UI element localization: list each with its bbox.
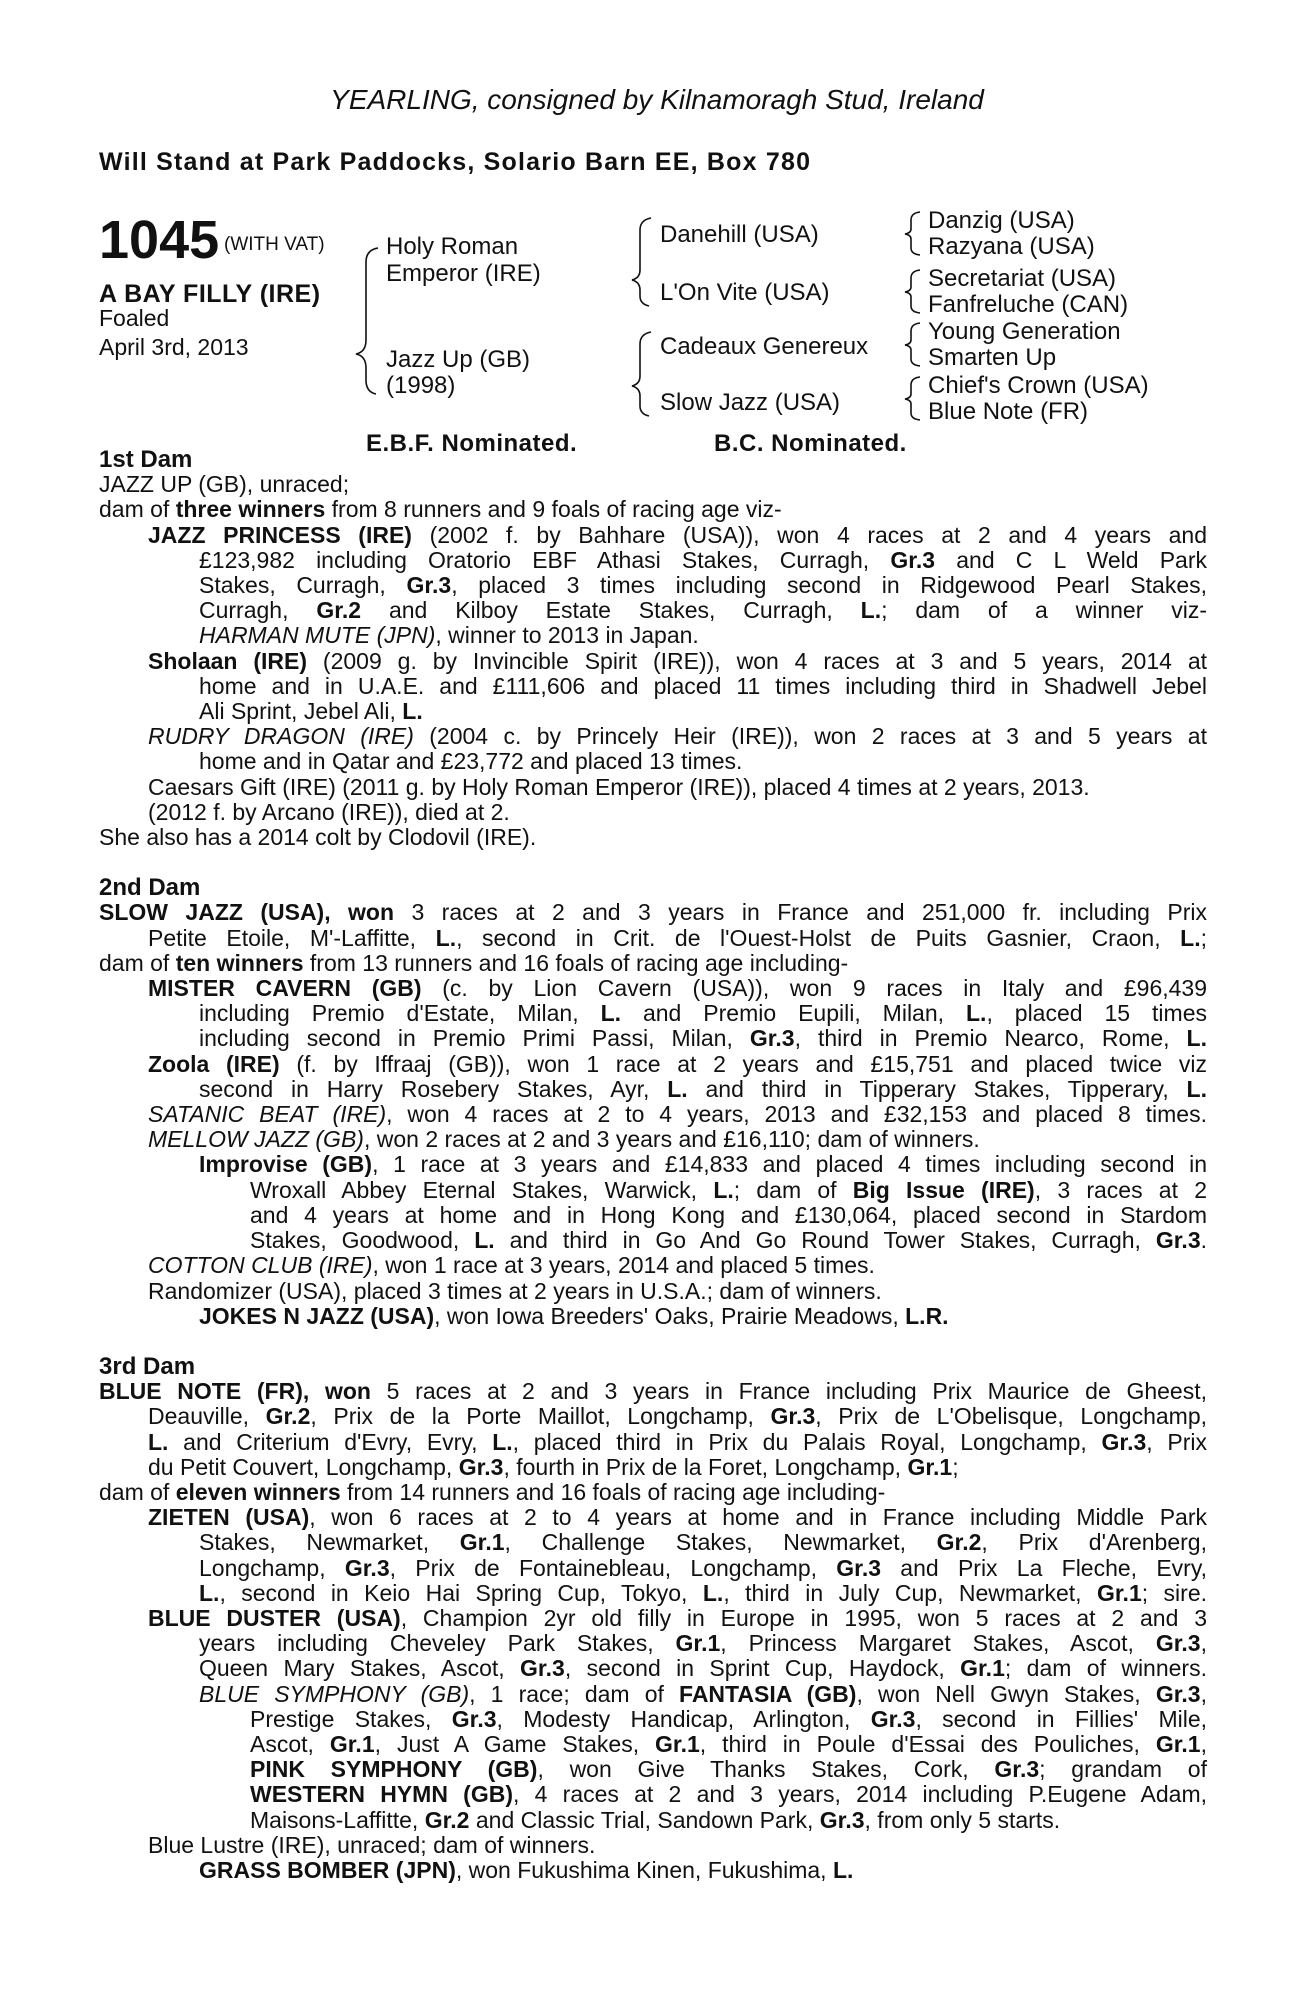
dam-1-section <box>99 447 1207 850</box>
pedigree-dds: Chief's Crown (USA) <box>928 372 1149 399</box>
vat-note: (WITH VAT) <box>224 234 325 255</box>
record-line: COTTON CLUB (IRE), won 1 race at 3 years, 2014 and placed 5 times. <box>148 1252 875 1279</box>
record-line: PINK SYMPHONY (GB), won Give Thanks Stakes, Cork, Gr.3; grandam of <box>250 1756 1207 1783</box>
catalogue-header: YEARLING, consigned by Kilnamoragh Stud, Ireland <box>330 84 984 115</box>
dam-3-section <box>99 1354 1207 1883</box>
record-line: Longchamp, Gr.3, Prix de Fontainebleau, Longchamp, Gr.3 and Prix La Fleche, Evry, <box>199 1554 1208 1581</box>
record-line: RUDRY DRAGON (IRE) (2004 c. by Princely Heir (IRE)), won 2 races at 3 and 5 years at <box>148 723 1207 750</box>
record-line: Wroxall Abbey Eternal Stakes, Warwick, L.; dam of Big Issue (IRE), 3 races at 2 <box>250 1176 1207 1203</box>
pedigree-dam: Jazz Up (GB) <box>386 346 531 373</box>
brace-gen1 <box>356 248 378 394</box>
record-line: Blue Lustre (IRE), unraced; dam of winners. <box>148 1831 596 1858</box>
bc-nominated: B.C. Nominated. <box>714 430 907 457</box>
pedigree-ddd: Blue Note (FR) <box>928 398 1089 425</box>
pedigree-dam-year: (1998) <box>386 372 456 399</box>
record-line: Stakes, Newmarket, Gr.1, Challenge Stakes, Newmarket, Gr.2, Prix d'Arenberg, <box>199 1529 1207 1556</box>
pedigree-sds: Secretariat (USA) <box>928 265 1117 292</box>
record-line: She also has a 2014 colt by Clodovil (IRE). <box>99 824 537 851</box>
brace-gen3-c <box>905 323 920 366</box>
record-line: GRASS BOMBER (JPN), won Fukushima Kinen, Fukushima, L. <box>199 1856 854 1883</box>
record-line: and 4 years at home and in Hong Kong and £130,064, placed second in Stardom <box>250 1201 1207 1228</box>
record-line: L. and Criterium d'Evry, Evry, L., placed third in Prix du Palais Royal, Longchamp, Gr.3, Prix <box>148 1428 1207 1455</box>
pedigree-dsd: Smarten Up <box>928 344 1057 371</box>
record-line: JAZZ PRINCESS (IRE) (2002 f. by Bahhare (USA)), won 4 races at 2 and 4 years and <box>148 521 1207 548</box>
record-line: including second in Premio Primi Passi, Milan, Gr.3, third in Premio Nearco, Rome, L. <box>199 1025 1207 1052</box>
record-line: Deauville, Gr.2, Prix de la Porte Maillot, Longchamp, Gr.3, Prix de L'Obelisque, Longchamp, <box>148 1403 1208 1430</box>
record-line: ZIETEN (USA), won 6 races at 2 to 4 years at home and in France including Middle Park <box>148 1504 1207 1531</box>
brace-gen2-bottom <box>632 332 651 416</box>
record-line: Caesars Gift (IRE) (2011 g. by Holy Roman Emperor (IRE)), placed 4 times at 2 years, 2013. <box>148 773 1090 800</box>
record-line: MISTER CAVERN (GB) (c. by Lion Cavern (USA)), won 9 races in Italy and £96,439 <box>148 975 1207 1002</box>
pedigree-sire: Holy Roman <box>386 233 519 260</box>
record-line: dam of ten winners from 13 runners and 16 foals of racing age including- <box>99 949 849 976</box>
record-line: HARMAN MUTE (JPN), winner to 2013 in Japan. <box>199 622 699 649</box>
record-line: JOKES N JAZZ (USA), won Iowa Breeders' Oaks, Prairie Meadows, L.R. <box>199 1302 949 1329</box>
record-line: BLUE SYMPHONY (GB), 1 race; dam of FANTASIA (GB), won Nell Gwyn Stakes, Gr.3, <box>199 1680 1207 1707</box>
record-line: Queen Mary Stakes, Ascot, Gr.3, second in Sprint Cup, Haydock, Gr.1; dam of winners. <box>199 1655 1207 1682</box>
record-line: Sholaan (IRE) (2009 g. by Invincible Spirit (IRE)), won 4 races at 3 and 5 years, 2014 at <box>148 647 1208 674</box>
record-line: Ascot, Gr.1, Just A Game Stakes, Gr.1, third in Poule d'Essai des Pouliches, Gr.1, <box>250 1730 1207 1757</box>
record-line: second in Harry Rosebery Stakes, Ayr, L. and third in Tipperary Stakes, Tipperary, L. <box>199 1075 1207 1102</box>
section-heading: 3rd Dam <box>99 1352 196 1380</box>
record-line: Randomizer (USA), placed 3 times at 2 years in U.S.A.; dam of winners. <box>148 1277 882 1304</box>
record-line: (2012 f. by Arcano (IRE)), died at 2. <box>148 798 510 825</box>
pedigree-sire-cont: Emperor (IRE) <box>386 260 541 287</box>
foaled-label: Foaled <box>99 305 170 331</box>
pedigree-ssd: Razyana (USA) <box>928 233 1095 260</box>
record-line: dam of eleven winners from 14 runners and 16 foals of racing age including- <box>99 1478 886 1505</box>
section-heading: 1st Dam <box>99 446 193 473</box>
record-line: JAZZ UP (GB), unraced; <box>99 471 350 498</box>
dam-2-section <box>99 875 1207 1329</box>
foaled-date: April 3rd, 2013 <box>99 334 249 360</box>
brace-gen3-a <box>905 212 920 255</box>
record-line: Stakes, Curragh, Gr.3, placed 3 times including second in Ridgewood Pearl Stakes, <box>199 572 1208 599</box>
brace-gen2-top <box>632 218 651 306</box>
pedigree-sire-dam: L'On Vite (USA) <box>660 279 830 306</box>
record-line: dam of three winners from 8 runners and 9 foals of racing age viz- <box>99 496 782 523</box>
record-line: BLUE NOTE (FR), won 5 races at 2 and 3 years in France including Prix Maurice de Gheest, <box>99 1378 1207 1405</box>
brace-gen3-d <box>905 377 920 420</box>
catalogue-body <box>99 447 1207 1883</box>
lot-name: A BAY FILLY (IRE) <box>99 280 321 308</box>
record-line: MELLOW JAZZ (GB), won 2 races at 2 and 3 years and £16,110; dam of winners. <box>148 1126 980 1153</box>
brace-gen3-b <box>905 270 920 313</box>
record-line: Zoola (IRE) (f. by Iffraaj (GB)), won 1 race at 2 years and £15,751 and placed twice viz <box>148 1050 1207 1077</box>
record-line: Stakes, Goodwood, L. and third in Go And Go Round Tower Stakes, Curragh, Gr.3. <box>250 1227 1208 1254</box>
section-heading: 2nd Dam <box>99 874 201 902</box>
record-line: BLUE DUSTER (USA), Champion 2yr old filly in Europe in 1995, won 5 races at 2 and 3 <box>148 1604 1207 1631</box>
section-gap <box>99 850 1207 875</box>
record-line: du Petit Couvert, Longchamp, Gr.3, fourth in Prix de la Foret, Longchamp, Gr.1; <box>148 1453 959 1480</box>
record-line: WESTERN HYMN (GB), 4 races at 2 and 3 years, 2014 including P.Eugene Adam, <box>250 1781 1207 1808</box>
record-line: SATANIC BEAT (IRE), won 4 races at 2 to 4 years, 2013 and £32,153 and placed 8 times. <box>148 1101 1207 1128</box>
record-line: SLOW JAZZ (USA), won 3 races at 2 and 3 years in France and 251,000 fr. including Prix <box>99 899 1207 926</box>
record-line: Ali Sprint, Jebel Ali, L. <box>199 698 423 725</box>
record-line: home and in Qatar and £23,772 and placed 13 times. <box>199 748 743 775</box>
pedigree-sss: Danzig (USA) <box>928 207 1075 234</box>
record-line: Curragh, Gr.2 and Kilboy Estate Stakes, Curragh, L.; dam of a winner viz- <box>199 597 1207 624</box>
section-gap <box>99 1329 1207 1354</box>
record-line: Improvise (GB), 1 race at 3 years and £14,833 and placed 4 times including second in <box>199 1151 1207 1178</box>
record-line: home and in U.A.E. and £111,606 and placed 11 times including third in Shadwell Jebel <box>199 672 1207 699</box>
record-line: years including Cheveley Park Stakes, Gr.1, Princess Margaret Stakes, Ascot, Gr.3, <box>199 1630 1207 1657</box>
record-line: Prestige Stakes, Gr.3, Modesty Handicap, Arlington, Gr.3, second in Fillies' Mile, <box>250 1705 1208 1732</box>
pedigree-dss: Young Generation <box>928 318 1121 345</box>
lot-number: 1045 <box>99 210 220 270</box>
stand-location: Will Stand at Park Paddocks, Solario Barn EE, Box 780 <box>99 148 812 176</box>
record-line: £123,982 including Oratorio EBF Athasi Stakes, Curragh, Gr.3 and C L Weld Park <box>199 546 1207 573</box>
pedigree-sire-sire: Danehill (USA) <box>660 221 819 248</box>
record-line: Maisons-Laffitte, Gr.2 and Classic Trial, Sandown Park, Gr.3, from only 5 starts. <box>250 1806 1061 1833</box>
ebf-nominated: E.B.F. Nominated. <box>366 430 578 457</box>
pedigree-dam-dam: Slow Jazz (USA) <box>660 389 841 416</box>
record-line: Petite Etoile, M'-Laffitte, L., second in Crit. de l'Ouest-Holst de Puits Gasnier, Craon, L.; <box>148 924 1208 951</box>
pedigree-dam-sire: Cadeaux Genereux <box>660 333 869 360</box>
record-line: L., second in Keio Hai Spring Cup, Tokyo, L., third in July Cup, Newmarket, Gr.1; sire. <box>199 1579 1207 1606</box>
record-line: including Premio d'Estate, Milan, L. and Premio Eupili, Milan, L., placed 15 times <box>199 1000 1207 1027</box>
pedigree-sdd: Fanfreluche (CAN) <box>928 291 1129 318</box>
